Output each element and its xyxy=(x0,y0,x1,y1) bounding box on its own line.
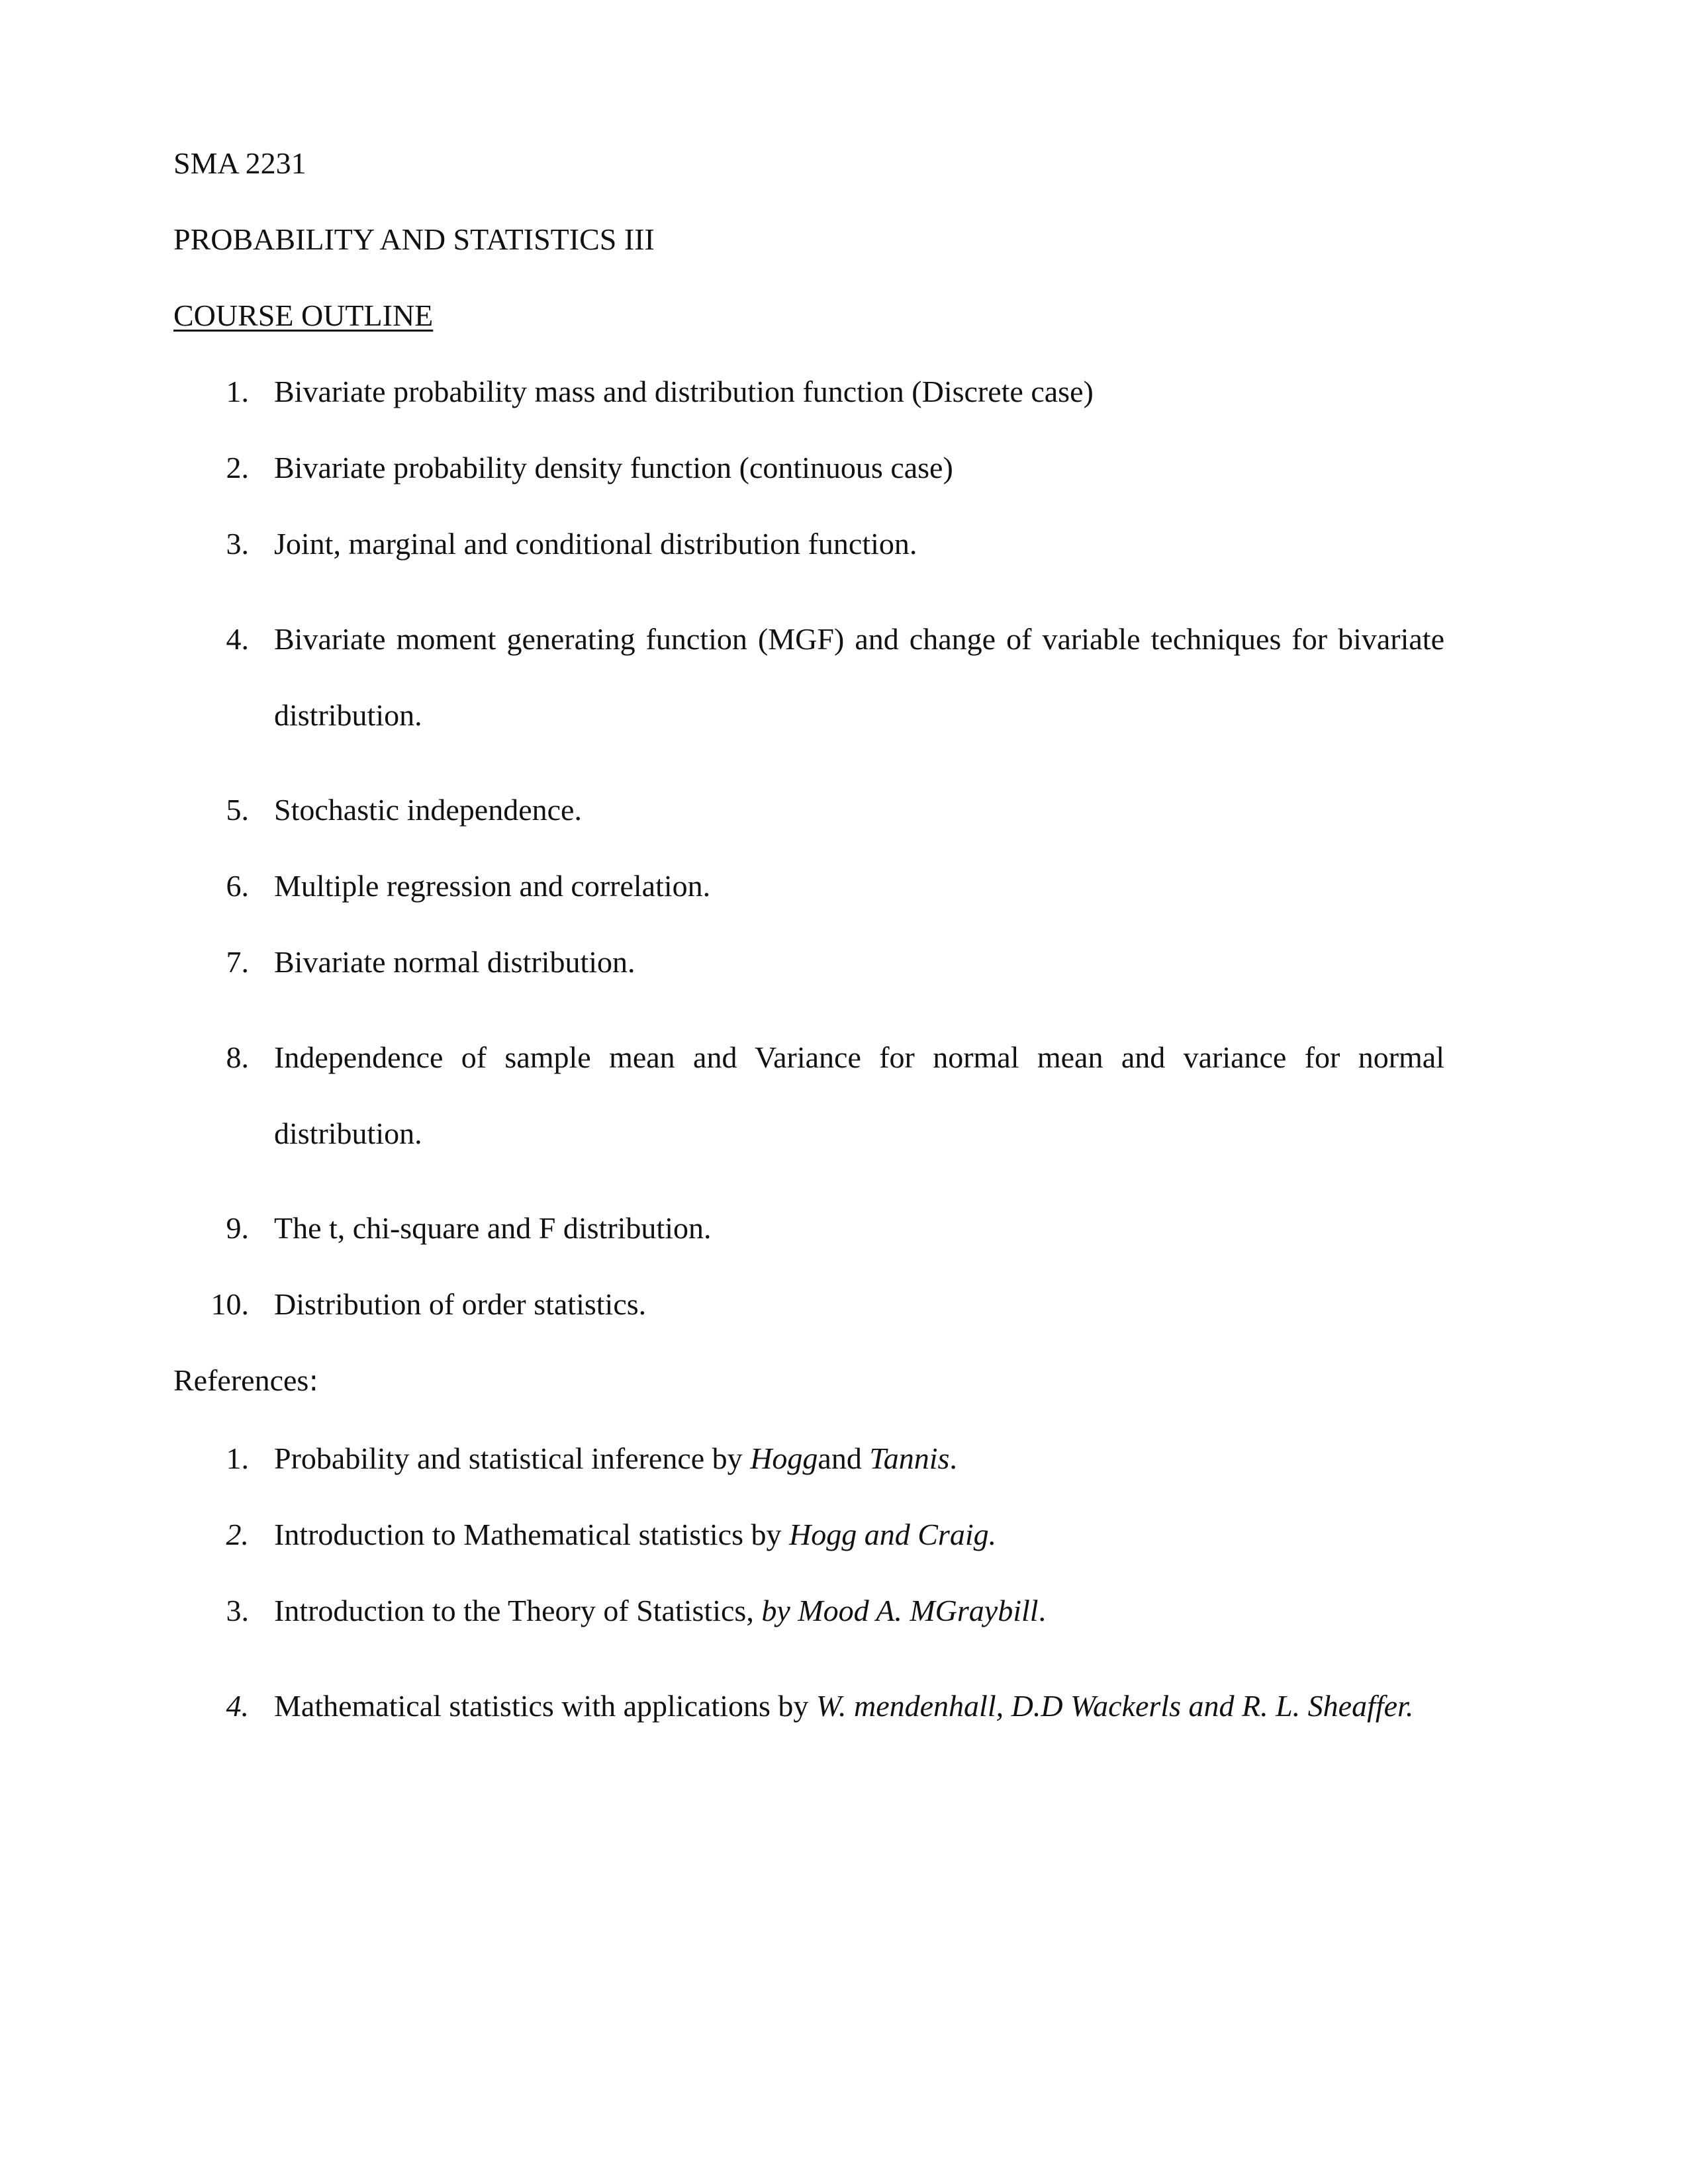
outline-item-number: 6. xyxy=(226,869,249,903)
outline-item-text: Bivariate normal distribution. xyxy=(274,945,635,979)
reference-number: 2. xyxy=(226,1518,249,1551)
outline-item xyxy=(173,601,1444,753)
outline-item-number: 10. xyxy=(211,1287,249,1321)
reference-item xyxy=(173,1668,1444,1744)
outline-item-text: Bivariate moment generating function (MGF) and change of variable techniques for bivariate distribution. xyxy=(274,622,1444,732)
outline-item xyxy=(173,867,1444,905)
references-colon: : xyxy=(308,1364,319,1398)
reference-title: Introduction to Mathematical statistics by xyxy=(274,1518,790,1551)
outline-item-text: Stochastic independence. xyxy=(274,793,582,827)
reference-end-mark: . xyxy=(949,1441,957,1475)
outline-item-text: Bivariate probability density function (continuous case) xyxy=(274,451,953,484)
outline-item xyxy=(173,943,1444,981)
outline-item-number: 2. xyxy=(226,451,249,484)
reference-author: Hogg xyxy=(750,1441,818,1475)
reference-text xyxy=(274,1592,1444,1630)
reference-author: W. mendenhall, D.D Wackerls and R. L. Sheaffer. xyxy=(816,1689,1414,1723)
outline-item xyxy=(173,1019,1444,1171)
outline-item xyxy=(173,449,1444,487)
reference-number: 1. xyxy=(226,1441,249,1475)
course-outline-document xyxy=(173,144,1444,1782)
course-code: SMA 2231 xyxy=(173,146,306,180)
outline-item-number: 3. xyxy=(226,527,249,561)
outline-item-text: Multiple regression and correlation. xyxy=(274,869,711,903)
reference-author: Hogg and Craig. xyxy=(789,1518,997,1551)
outline-item xyxy=(173,525,1444,563)
reference-title: Mathematical statistics with applications by xyxy=(274,1689,816,1723)
outline-item xyxy=(173,1285,1444,1324)
reference-text xyxy=(274,1668,1444,1744)
outline-item xyxy=(173,373,1444,411)
reference-item xyxy=(173,1439,1444,1478)
outline-item-number: 4. xyxy=(226,622,249,656)
reference-item xyxy=(173,1516,1444,1554)
outline-item xyxy=(173,1209,1444,1248)
reference-author: by Mood A. MGraybill xyxy=(761,1594,1039,1627)
references-label: References xyxy=(173,1363,309,1397)
reference-item xyxy=(173,1592,1444,1630)
outline-list xyxy=(173,373,1444,1324)
outline-item-text: Independence of sample mean and Variance for normal mean and variance for normal distribution. xyxy=(274,1040,1444,1150)
references-list xyxy=(173,1439,1444,1744)
references-heading xyxy=(173,1361,1444,1400)
reference-number: 3. xyxy=(226,1594,249,1627)
reference-end-mark: . xyxy=(1038,1594,1047,1627)
reference-title: Introduction to the Theory of Statistics, xyxy=(274,1594,762,1627)
outline-item-text: Joint, marginal and conditional distribution function. xyxy=(274,527,917,561)
outline-item-text: Distribution of order statistics. xyxy=(274,1287,647,1321)
reference-author: Tannis xyxy=(869,1441,950,1475)
outline-item xyxy=(173,791,1444,829)
outline-item-text: Bivariate probability mass and distribution function (Discrete case) xyxy=(274,375,1094,408)
outline-item-text: The t, chi-square and F distribution. xyxy=(274,1211,712,1245)
reference-text xyxy=(274,1439,1444,1478)
reference-number: 4. xyxy=(226,1689,249,1723)
outline-item-number: 1. xyxy=(226,375,249,408)
outline-heading: COURSE OUTLINE xyxy=(173,298,434,332)
outline-item-number: 8. xyxy=(226,1040,249,1074)
outline-item-number: 7. xyxy=(226,945,249,979)
reference-conjunction: and xyxy=(818,1441,870,1475)
reference-text xyxy=(274,1516,1444,1554)
course-title: PROBABILITY AND STATISTICS III xyxy=(173,222,655,256)
outline-item-number: 5. xyxy=(226,793,249,827)
reference-title: Probability and statistical inference by xyxy=(274,1441,751,1475)
outline-item-number: 9. xyxy=(226,1211,249,1245)
